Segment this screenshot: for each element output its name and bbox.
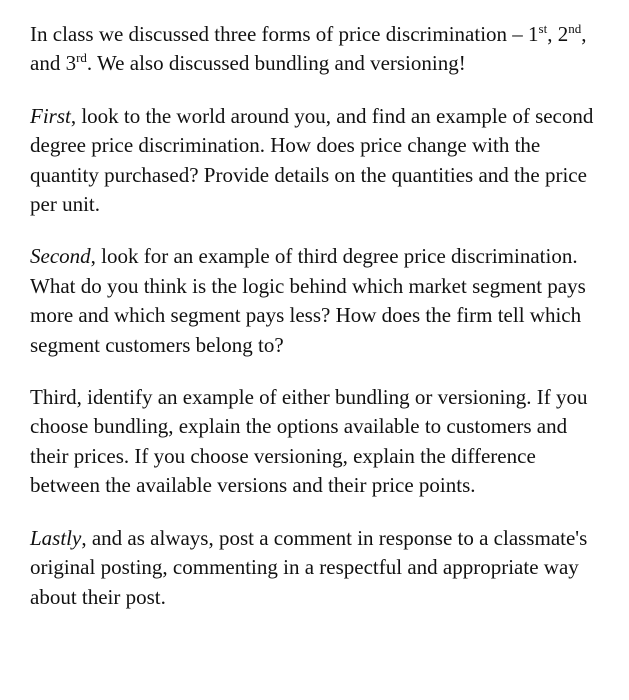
ordinal-separator: , [547, 22, 558, 46]
ordinal-third-number: 3 [65, 51, 77, 76]
second-task-text: , look for an example of third degree price discrimination. What do you think is the logic behind which market segment pays more and which segment pays less? How does the firm tell which segment customers belong to? [30, 244, 586, 357]
first-task-text: , look to the world around you, and find an example of second degree price discrimination. How does price change with the quantity purchased? Provide details on the quantities and the price per unit. [30, 103, 594, 217]
intro-text: In class we discussed three forms of price discrimination – [30, 22, 529, 46]
third-task-paragraph [30, 383, 610, 501]
last-task-lead: Lastly [30, 525, 82, 550]
intro-paragraph [30, 20, 610, 79]
ordinal-second-number: 2 [557, 22, 569, 46]
last-task-text: , and as always, post a comment in response to a classmate's original posting, commenting in a respectful and appropriate way about their post. [30, 525, 588, 609]
ordinal-second-suffix: nd [568, 20, 582, 36]
first-task-lead: First [30, 103, 71, 128]
ordinal-first-suffix: st [538, 20, 548, 36]
third-task-text: Third, identify an example of either bundling or versioning. If you choose bundling, explain the options available to customers and their prices. If you choose versioning, explain the difference between the available versions and their price points. [30, 385, 588, 498]
ordinal-third-suffix: rd [76, 50, 87, 66]
second-task-lead: Second [30, 244, 91, 269]
assignment-document [30, 20, 610, 612]
last-task-paragraph [30, 524, 610, 612]
ordinal-first-number: 1 [528, 22, 539, 46]
intro-rest-text: . We also discussed bundling and versioning! [86, 51, 466, 76]
first-task-paragraph [30, 102, 610, 220]
ordinal-separator: , and [30, 22, 587, 76]
second-task-paragraph [30, 242, 610, 360]
